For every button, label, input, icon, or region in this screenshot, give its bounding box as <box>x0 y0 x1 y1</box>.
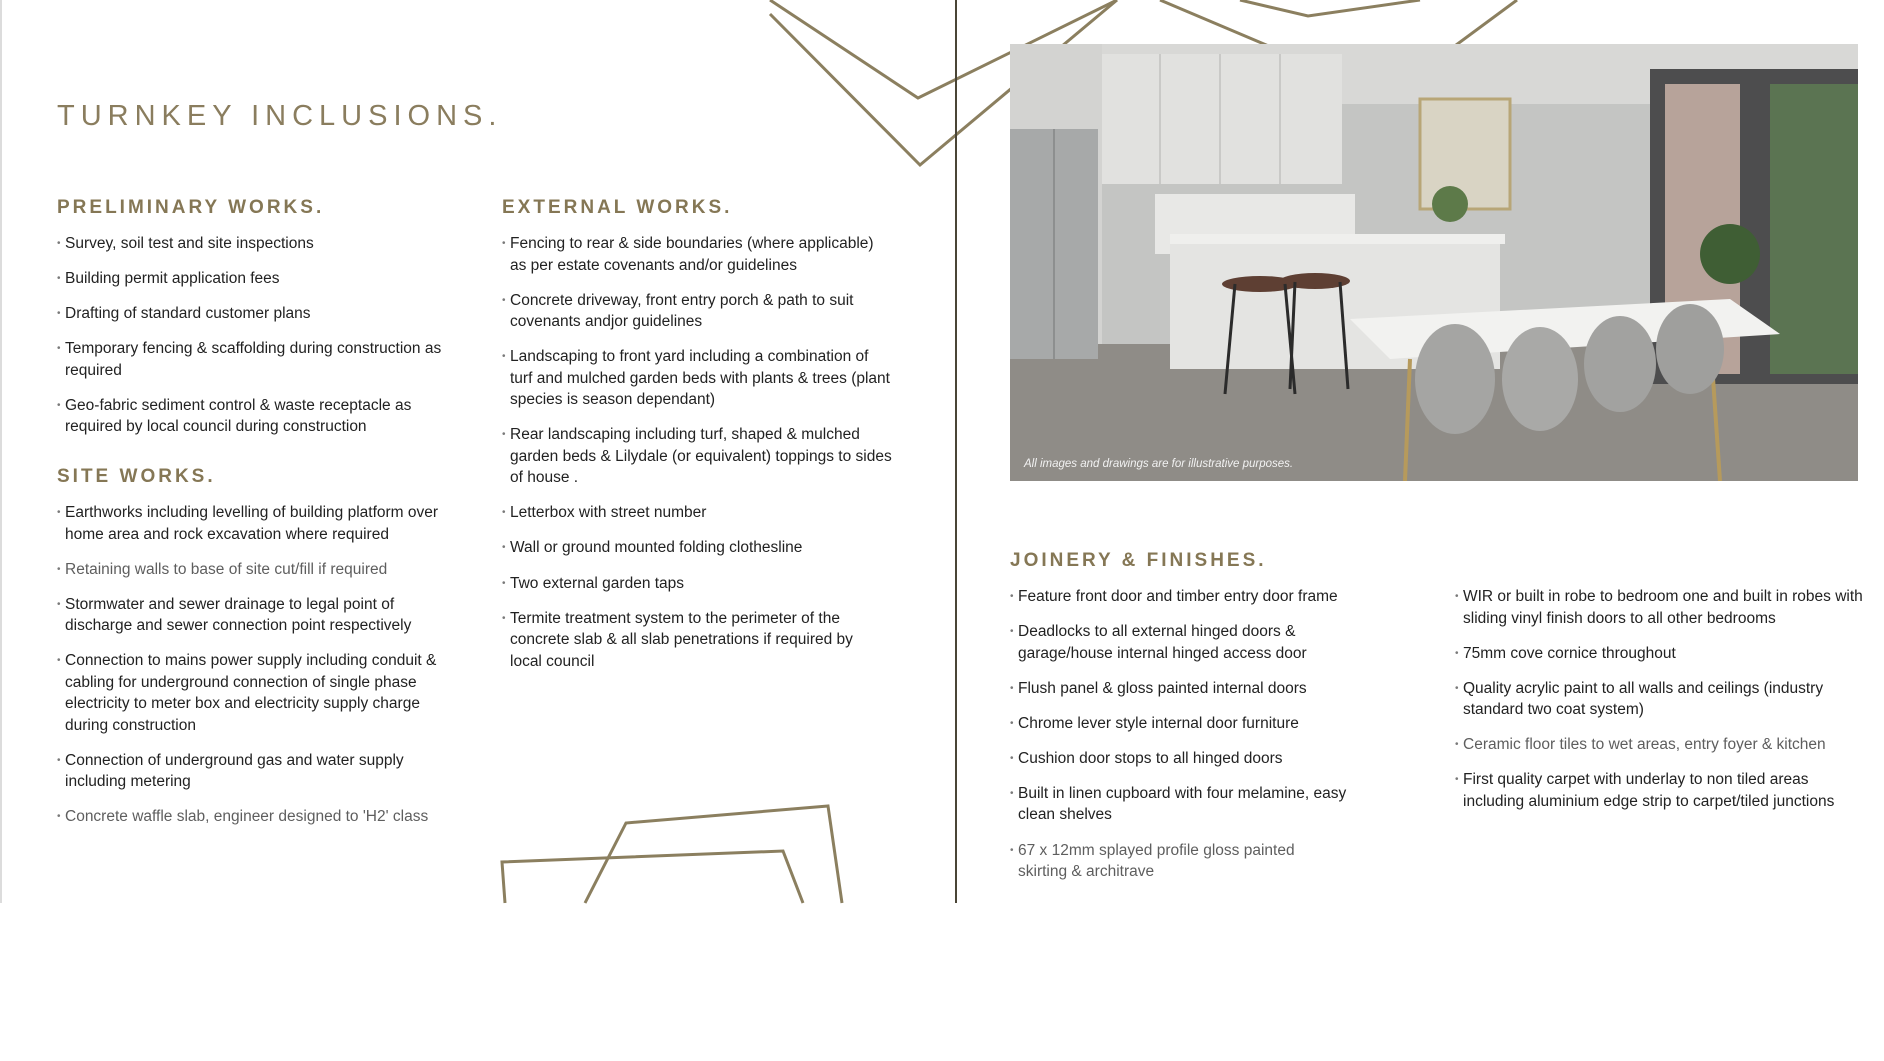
list-item: • WIR or built in robe to bedroom one and built in robes with sliding vinyl finish doors to all other bedrooms <box>1455 586 1863 629</box>
preliminary-works-list <box>57 233 457 451</box>
list-item: • 75mm cove cornice throughout <box>1455 643 1860 665</box>
list-item: • Building permit application fees <box>57 268 457 290</box>
preliminary-works-heading: PRELIMINARY WORKS. <box>57 197 325 218</box>
external-works-heading: EXTERNAL WORKS. <box>502 197 733 218</box>
image-caption: All images and drawings are for illustrative purposes. <box>1024 458 1294 470</box>
list-item: • Built in linen cupboard with four melamine, easy clean shelves <box>1010 783 1348 826</box>
column-divider <box>955 0 957 903</box>
list-item: • Concrete driveway, front entry porch & path to suit covenants andjor guidelines <box>502 290 890 333</box>
list-item: • Geo-fabric sediment control & waste receptacle as required by local council during construction <box>57 395 415 438</box>
list-item: • Letterbox with street number <box>502 502 894 524</box>
list-item: • Ceramic floor tiles to wet areas, entry foyer & kitchen <box>1455 734 1860 756</box>
page-title: TURNKEY INCLUSIONS. <box>57 100 503 132</box>
joinery-finishes-list-left <box>1010 586 1370 896</box>
list-item: • Feature front door and timber entry door frame <box>1010 586 1370 608</box>
list-item: • Connection of underground gas and water supply including metering <box>57 750 440 793</box>
list-item: • Cushion door stops to all hinged doors <box>1010 748 1370 770</box>
list-item: • Concrete waffle slab, engineer designed to 'H2' class <box>57 806 457 828</box>
list-item: • Drafting of standard customer plans <box>57 303 457 325</box>
list-item: • Wall or ground mounted folding clothesline <box>502 537 894 559</box>
list-item: • Connection to mains power supply including conduit & cabling for underground connection of single phase electricity to meter box and electricity supply charge during construction <box>57 650 460 736</box>
site-works-list <box>57 502 457 842</box>
joinery-finishes-list-right <box>1455 586 1863 826</box>
list-item: • Landscaping to front yard including a combination of turf and mulched garden beds with plants & trees (plant species is season dependant) <box>502 346 894 411</box>
list-item: • Deadlocks to all external hinged doors & garage/house internal hinged access door <box>1010 621 1338 664</box>
list-item: • Flush panel & gloss painted internal doors <box>1010 678 1370 700</box>
list-item: • Temporary fencing & scaffolding during construction as required <box>57 338 453 381</box>
list-item: • 67 x 12mm splayed profile gloss painted skirting & architrave <box>1010 840 1338 883</box>
list-item: • Fencing to rear & side boundaries (where applicable) as per estate covenants and/or guidelines <box>502 233 894 276</box>
external-works-list <box>502 233 894 686</box>
kitchen-illustration <box>1010 44 1858 481</box>
list-item: • Earthworks including levelling of building platform over home area and rock excavation where required <box>57 502 450 545</box>
list-item: • Rear landscaping including turf, shaped & mulched garden beds & Lilydale (or equivalent) toppings to sides of house . <box>502 424 892 489</box>
list-item: • First quality carpet with underlay to non tiled areas including aluminium edge strip to carpet/tiled junctions <box>1455 769 1868 812</box>
list-item: • Termite treatment system to the perimeter of the concrete slab & all slab penetrations if required by local council <box>502 608 885 673</box>
site-works-heading: SITE WORKS. <box>57 466 216 487</box>
kitchen-photo <box>1010 44 1858 481</box>
list-item: • Survey, soil test and site inspections <box>57 233 457 255</box>
list-item: • Stormwater and sewer drainage to legal point of discharge and sewer connection point respectively <box>57 594 435 637</box>
list-item: • Chrome lever style internal door furniture <box>1010 713 1370 735</box>
list-item: • Two external garden taps <box>502 573 894 595</box>
joinery-finishes-heading: JOINERY & FINISHES. <box>1010 550 1267 571</box>
list-item: • Quality acrylic paint to all walls and ceilings (industry standard two coat system) <box>1455 678 1858 721</box>
list-item: • Retaining walls to base of site cut/fill if required <box>57 559 457 581</box>
